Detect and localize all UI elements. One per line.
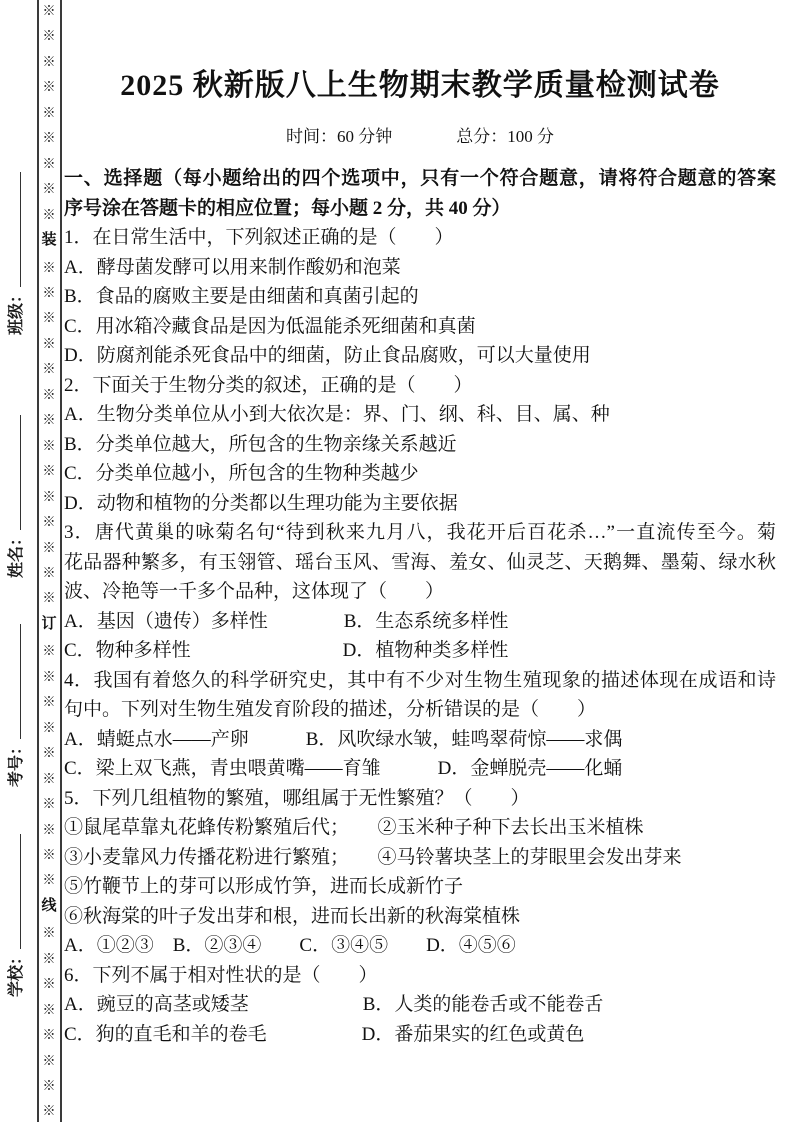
text-line: 句中。下列对生物生殖发育阶段的描述，分析错误的是（ ）: [64, 699, 597, 720]
text-line: 波、冷艳等一千多个品种，这体现了（ ）: [64, 581, 445, 602]
binding-mark: ※: [42, 643, 56, 659]
text-line: D．动物和植物的分类都以生理功能为主要依据: [64, 492, 458, 514]
binding-mark: ※: [42, 386, 56, 402]
text-line: A．豌豆的高茎或矮茎 B．人类的能卷舌或不能卷舌: [64, 994, 604, 1015]
binding-mark: ※: [42, 694, 56, 710]
text-line: B．食品的腐败主要是由细菌和真菌引起的: [64, 286, 419, 307]
class-field-blank-line: [19, 172, 21, 287]
text-line: A．酵母菌发酵可以用来制作酸奶和泡菜: [64, 256, 401, 278]
binding-mark: ※: [42, 412, 56, 428]
binding-mark: ※: [42, 104, 56, 120]
school-field-label: 学校：: [8, 948, 25, 997]
binding-mark: ※: [42, 3, 56, 18]
binding-mark: ※: [42, 361, 56, 377]
name-field: [6, 415, 28, 578]
binding-char: 线: [41, 897, 57, 914]
binding-mark: ※: [42, 796, 56, 812]
text-line: ⑥秋海棠的叶子发出芽和根，进而长出新的秋海棠植株: [64, 905, 521, 927]
text-line: 花品器种繁多，有玉翎管、瑶台玉风、雪海、羞女、仙灵芝、天鹅舞、墨菊、绿水秋: [64, 551, 776, 573]
binding-mark: ※: [42, 668, 56, 684]
binding-mark: ※: [42, 539, 56, 555]
binding-mark: ※: [42, 950, 56, 966]
text-line: ③小麦靠风力传播花粉进行繁殖； ④马铃薯块茎上的芽眼里会发出芽来: [64, 846, 682, 868]
binding-mark: ※: [42, 770, 56, 786]
text-line: C．狗的直毛和羊的卷毛 D．番茄果实的红色或黄色: [64, 1023, 585, 1045]
class-field: [6, 172, 28, 335]
class-field-label: 班级：: [8, 286, 25, 335]
text-line: 6．下列不属于相对性状的是（ ）: [64, 964, 378, 986]
text-line: C．用冰箱冷藏食品是因为低温能杀死细菌和真菌: [64, 315, 476, 337]
text-line: 2．下面关于生物分类的叙述，正确的是（ ）: [64, 374, 473, 396]
binding-mark: ※: [42, 976, 56, 992]
binding-mark: ※: [42, 53, 56, 69]
total-score-label: 总分：100 分: [456, 127, 554, 146]
binding-mark: ※: [42, 872, 56, 888]
text-line: A．蜻蜓点水——产卵 B．风吹绿水皱，蛙鸣翠荷惊——求偶: [64, 728, 623, 750]
binding-mark: ※: [42, 1001, 56, 1017]
time-label: 时间：60 分钟: [286, 127, 393, 146]
binding-mark: ※: [42, 590, 56, 606]
binding-mark: ※: [42, 488, 56, 504]
exam-number-field-label: 考号：: [8, 738, 25, 787]
binding-mark: ※: [42, 719, 56, 735]
binding-mark: ※: [42, 1103, 56, 1119]
binding-rule-right: [60, 0, 62, 1122]
binding-mark: ※: [42, 130, 56, 146]
binding-mark: ※: [42, 745, 56, 761]
text-line: C．分类单位越小，所包含的生物种类越少: [64, 463, 419, 484]
text-line: 3．唐代黄巢的咏菊名句“待到秋来九月八，我花开后百花杀…”一直流传至今。菊: [64, 522, 776, 543]
binding-mark: ※: [42, 181, 56, 197]
exam-number-field-blank-line: [19, 624, 21, 739]
name-field-blank-line: [19, 415, 21, 530]
binding-mark: ※: [42, 463, 56, 479]
text-line: B．分类单位越大，所包含的生物亲缘关系越近: [64, 433, 457, 455]
binding-mark: ※: [42, 846, 56, 862]
text-line: ⑤竹鞭节上的芽可以形成竹笋，进而长成新竹子: [64, 876, 464, 897]
school-field: [6, 834, 28, 997]
binding-mark: ※: [42, 564, 56, 580]
text-line: C．物种多样性 D．植物种类多样性: [64, 640, 509, 661]
binding-marks-column: [39, 4, 59, 1118]
text-line: 序号涂在答题卡的相应位置；每小题 2 分，共 40 分）: [64, 197, 511, 219]
body-lines: [64, 164, 776, 1049]
text-line: C．梁上双飞燕，青虫喂黄嘴——育雏 D．金蝉脱壳——化蛹: [64, 758, 623, 779]
binding-char: 装: [41, 232, 57, 249]
text-line: A．生物分类单位从小到大依次是：界、门、纲、科、目、属、种: [64, 404, 610, 425]
binding-mark: ※: [42, 284, 56, 300]
text-line: 1．在日常生活中，下列叙述正确的是（ ）: [64, 227, 454, 248]
binding-mark: ※: [42, 259, 56, 275]
binding-mark: ※: [42, 821, 56, 837]
binding-mark: ※: [42, 1027, 56, 1043]
binding-mark: ※: [42, 437, 56, 453]
exam-meta-row: [64, 122, 776, 147]
binding-mark: ※: [42, 1078, 56, 1094]
binding-char: 订: [41, 615, 57, 632]
exam-number-field: [6, 624, 28, 787]
text-line: 4．我国有着悠久的科学研究史，其中有不少对生物生殖现象的描述体现在成语和诗: [64, 669, 776, 691]
binding-mark: ※: [42, 28, 56, 44]
text-line: ①鼠尾草靠丸花蜂传粉繁殖后代； ②玉米种子种下去长出玉米植株: [64, 817, 644, 838]
text-line: D．防腐剂能杀死食品中的细菌，防止食品腐败，可以大量使用: [64, 345, 591, 366]
name-field-label: 姓名：: [8, 529, 25, 578]
school-field-blank-line: [19, 834, 21, 949]
binding-mark: ※: [42, 155, 56, 171]
text-line: 5．下列几组植物的繁殖，哪组属于无性繁殖？（ ）: [64, 787, 530, 809]
text-line: 一、选择题（每小题给出的四个选项中，只有一个符合题意，请将符合题意的答案: [64, 168, 776, 189]
page-title: 2025 秋新版八上生物期末教学质量检测试卷: [120, 69, 720, 102]
binding-mark: ※: [42, 925, 56, 941]
text-line: A．基因（遗传）多样性 B．生态系统多样性: [64, 610, 509, 632]
binding-mark: ※: [42, 1052, 56, 1068]
binding-mark: ※: [42, 335, 56, 351]
binding-mark: ※: [42, 514, 56, 530]
binding-mark: ※: [42, 206, 56, 222]
binding-mark: ※: [42, 79, 56, 95]
binding-mark: ※: [42, 310, 56, 326]
text-line: A．①②③ B．②③④ C．③④⑤ D．④⑤⑥: [64, 935, 516, 956]
